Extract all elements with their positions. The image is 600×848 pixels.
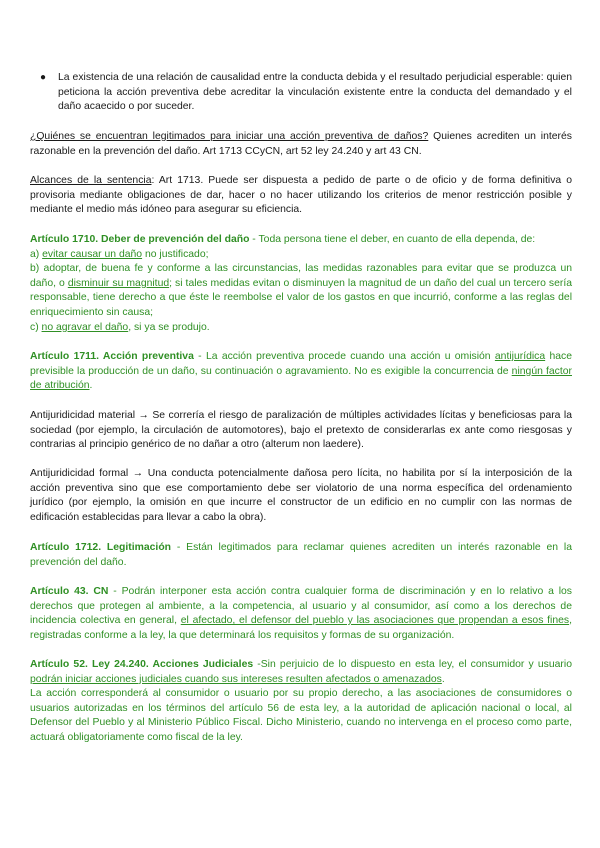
art52-block <box>30 658 572 746</box>
antijuridicidad-material: Antijuridicidad material → Se correría el riesgo de paralización de múltiples actividades lícitas y beneficiosas para la sociedad (por ejemplo, la circulación de automotores), bajo el pretexto de considerarlas ex ante como riesgosas y contrarias al principio genérico de no dañar a otro (alterum non laedere). <box>30 410 572 451</box>
bullet-text: La existencia de una relación de causalidad entre la conducta debida y el resultado perjudicial esperable: quien peticiona la acción preventiva debe acreditar la vinculación existente entre la conducta del demandado y el daño acaecido o por suceder. <box>58 72 572 113</box>
art1711-title: Artículo 1711. Acción preventiva <box>30 351 194 362</box>
art1712-title: Artículo 1712. Legitimación <box>30 542 172 553</box>
art52-title: Artículo 52. Ley 24.240. Acciones Judiciales <box>30 659 254 670</box>
bullet-icon: ● <box>40 72 47 83</box>
legitimados-paragraph <box>30 130 572 159</box>
antijuridicidad-formal: Antijuridicidad formal → Una conducta potencialmente dañosa pero lícita, no habilita por sí la interposición de la acción preventiva sino que ese comportamiento debe ser violatorio de una norma específica del ordenamiento jurídico (por ejemplo, la omisión en que incurre el constructor de un edificio en no cumplir con las normas de edificación establecidas para llevar a cabo la obra). <box>30 468 572 523</box>
art1711-underlined1: antijurídica <box>494 351 546 362</box>
legitimados-question: ¿Quiénes se encuentran legitimados para iniciar una acción preventiva de daños? <box>30 131 429 142</box>
art1710-c-prefix: c) <box>30 321 42 333</box>
art1710-a-rest: no justificado; <box>142 248 209 260</box>
art1711-text1: - La acción preventiva procede cuando una acción u omisión <box>193 351 495 362</box>
art1711-paragraph <box>30 350 572 394</box>
art1710-block <box>30 233 572 335</box>
art1710-c-rest: , si ya se produjo. <box>128 321 210 333</box>
art1710-c-underlined: no agravar el daño <box>41 321 129 333</box>
art52-underlined: podrán iniciar acciones judiciales cuando sus intereses resulten afectados o amenazados <box>30 673 442 685</box>
art43-paragraph <box>30 585 572 643</box>
art1710-a-underlined: evitar causar un daño <box>42 248 143 260</box>
alcances-text: : Art 1713. Puede ser dispuesta a pedido de parte o de oficio y de forma definitiva o provisoria mediante obligaciones de dar, hacer o no hacer utilizando los criterios de menor restricción posible y mediante el medio más idóneo para asegurar su eficiencia. <box>30 175 573 216</box>
art43-text1: - Podrán interponer esta acción contra cualquier forma de discriminación y en lo relativo a los derechos que protegen al ambiente, a la competencia, al usuario y al consumidor, así como a los derechos de incidencia colectiva en general, <box>30 586 573 627</box>
art1710-b-underlined: disminuir su magnitud <box>67 277 170 289</box>
art1710-b-part2: ; si tales medidas evitan o disminuyen la magnitud de un daño del cual un tercero sería responsable, tiene derecho a que éste le reembolse el valor de los gastos en que incurrió, conforme a las reglas del enriquecimiento sin causa; <box>30 277 572 318</box>
art52-paragraph2: La acción corresponderá al consumidor o usuario por su propio derecho, a las asociaciones de consumidores o usuarios autorizadas en los términos del artículo 56 de esta ley, a la autoridad de aplicación nacional o local, al Defensor del Pueblo y al Ministerio Público Fiscal. Dicho Ministerio, cuando no intervenga en el proceso como parte, actuará obligatoriamente como fiscal de la ley. <box>30 688 572 743</box>
art43-underlined: el afectado, el defensor del pueblo y las asociaciones que propendan a esos fines <box>180 615 570 627</box>
art1710-intro: - Toda persona tiene el deber, en cuanto de ella dependa, de: <box>249 234 536 245</box>
alcances-label: Alcances de la sentencia <box>30 175 152 186</box>
art1710-b-part1: b) adoptar, de buena fe y conforme a las circunstancias, las medidas razonables para evitar que se produzca un daño, o <box>30 263 572 289</box>
art1710-a-prefix: a) <box>30 248 43 260</box>
art1711-text3: . <box>89 380 93 392</box>
legitimados-answer: Quienes acrediten un interés razonable en la prevención del daño. Art 1713 CCyCN, art 52 ley 24.240 y art 43 CN. <box>30 131 572 157</box>
art1711-text2: hace previsible la producción de un daño, su continuación o agravamiento. No es exigible la concurrencia de <box>30 351 573 377</box>
art1712-paragraph <box>30 541 572 570</box>
alcances-paragraph <box>30 174 572 218</box>
art52-text2: . <box>441 673 445 685</box>
art52-text1: -Sin perjuicio de lo dispuesto en esta ley, el consumidor y usuario <box>253 659 572 670</box>
art1711-underlined2: ningún factor de atribución <box>30 365 572 392</box>
art43-title: Artículo 43. CN <box>30 586 109 597</box>
art1712-text: - Están legitimados para reclamar quienes acrediten un interés razonable en la prevención del daño. <box>30 542 572 568</box>
art43-text2: , registradas conforme a la ley, la que determinará los requisitos y formas de su organización. <box>30 615 572 641</box>
art1710-title: Artículo 1710. Deber de prevención del daño <box>30 234 250 245</box>
